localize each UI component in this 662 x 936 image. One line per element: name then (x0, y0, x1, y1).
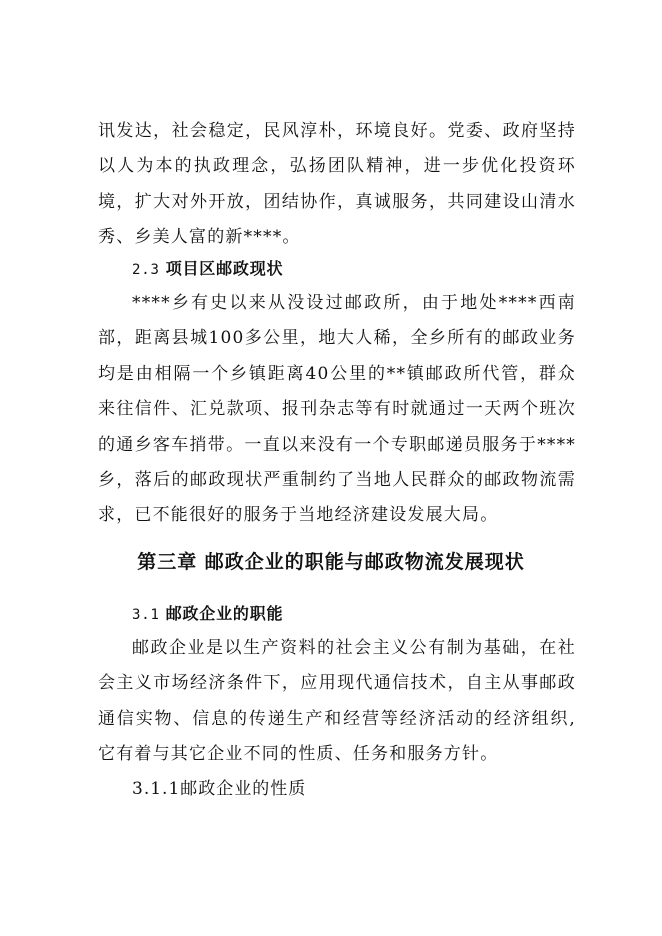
section-heading-3-1 (132, 602, 283, 627)
paragraph-postal-functions: 邮政企业是以生产资料的社会主义公有制为基础，在社会主义市场经济条件下，应用现代通信技术，自主从事邮政通信实物、信息的传递生产和经营等经济活动的经济组织,它有着与其它企业不同的性质、任务和服务方针。 (98, 638, 576, 765)
paragraph-postal-status: ****乡有史以来从没设过邮政所，由于地处****西南部，距离县城100多公里，地大人稀，全乡所有的邮政业务均是由相隔一个乡镇距离40公里的**镇邮政所代管，群众来往信件、汇兑款项、报刊杂志等有时就通过一天两个班次的通乡客车捎带。一直以来没有一个专职邮递员服务于****乡，落后的邮政现状严重制约了当地人民群众的邮政物流需求，已不能很好的服务于当地经济建设发展大局。 (98, 293, 576, 526)
section-number-2-3: 2.3 (132, 262, 160, 278)
section-number-3-1: 3.1 (132, 607, 160, 623)
paragraph-intro-continuation: 讯发达，社会稳定，民风淳朴，环境良好。党委、政府坚持以人为本的执政理念，弘扬团队精神，进一步优化投资环境，扩大对外开放，团结协作，真诚服务，共同建设山清水秀、乡美人富的新****。 (98, 121, 576, 248)
section-heading-2-3 (132, 257, 283, 282)
chapter-3-title: 第三章 邮政企业的职能与邮政物流发展现状 (137, 551, 525, 573)
section-title-2-3: 项目区邮政现状 (165, 259, 284, 278)
section-title-3-1: 邮政企业的职能 (165, 604, 284, 623)
section-heading-3-1-1: 3.1.1邮政企业的性质 (132, 779, 307, 799)
